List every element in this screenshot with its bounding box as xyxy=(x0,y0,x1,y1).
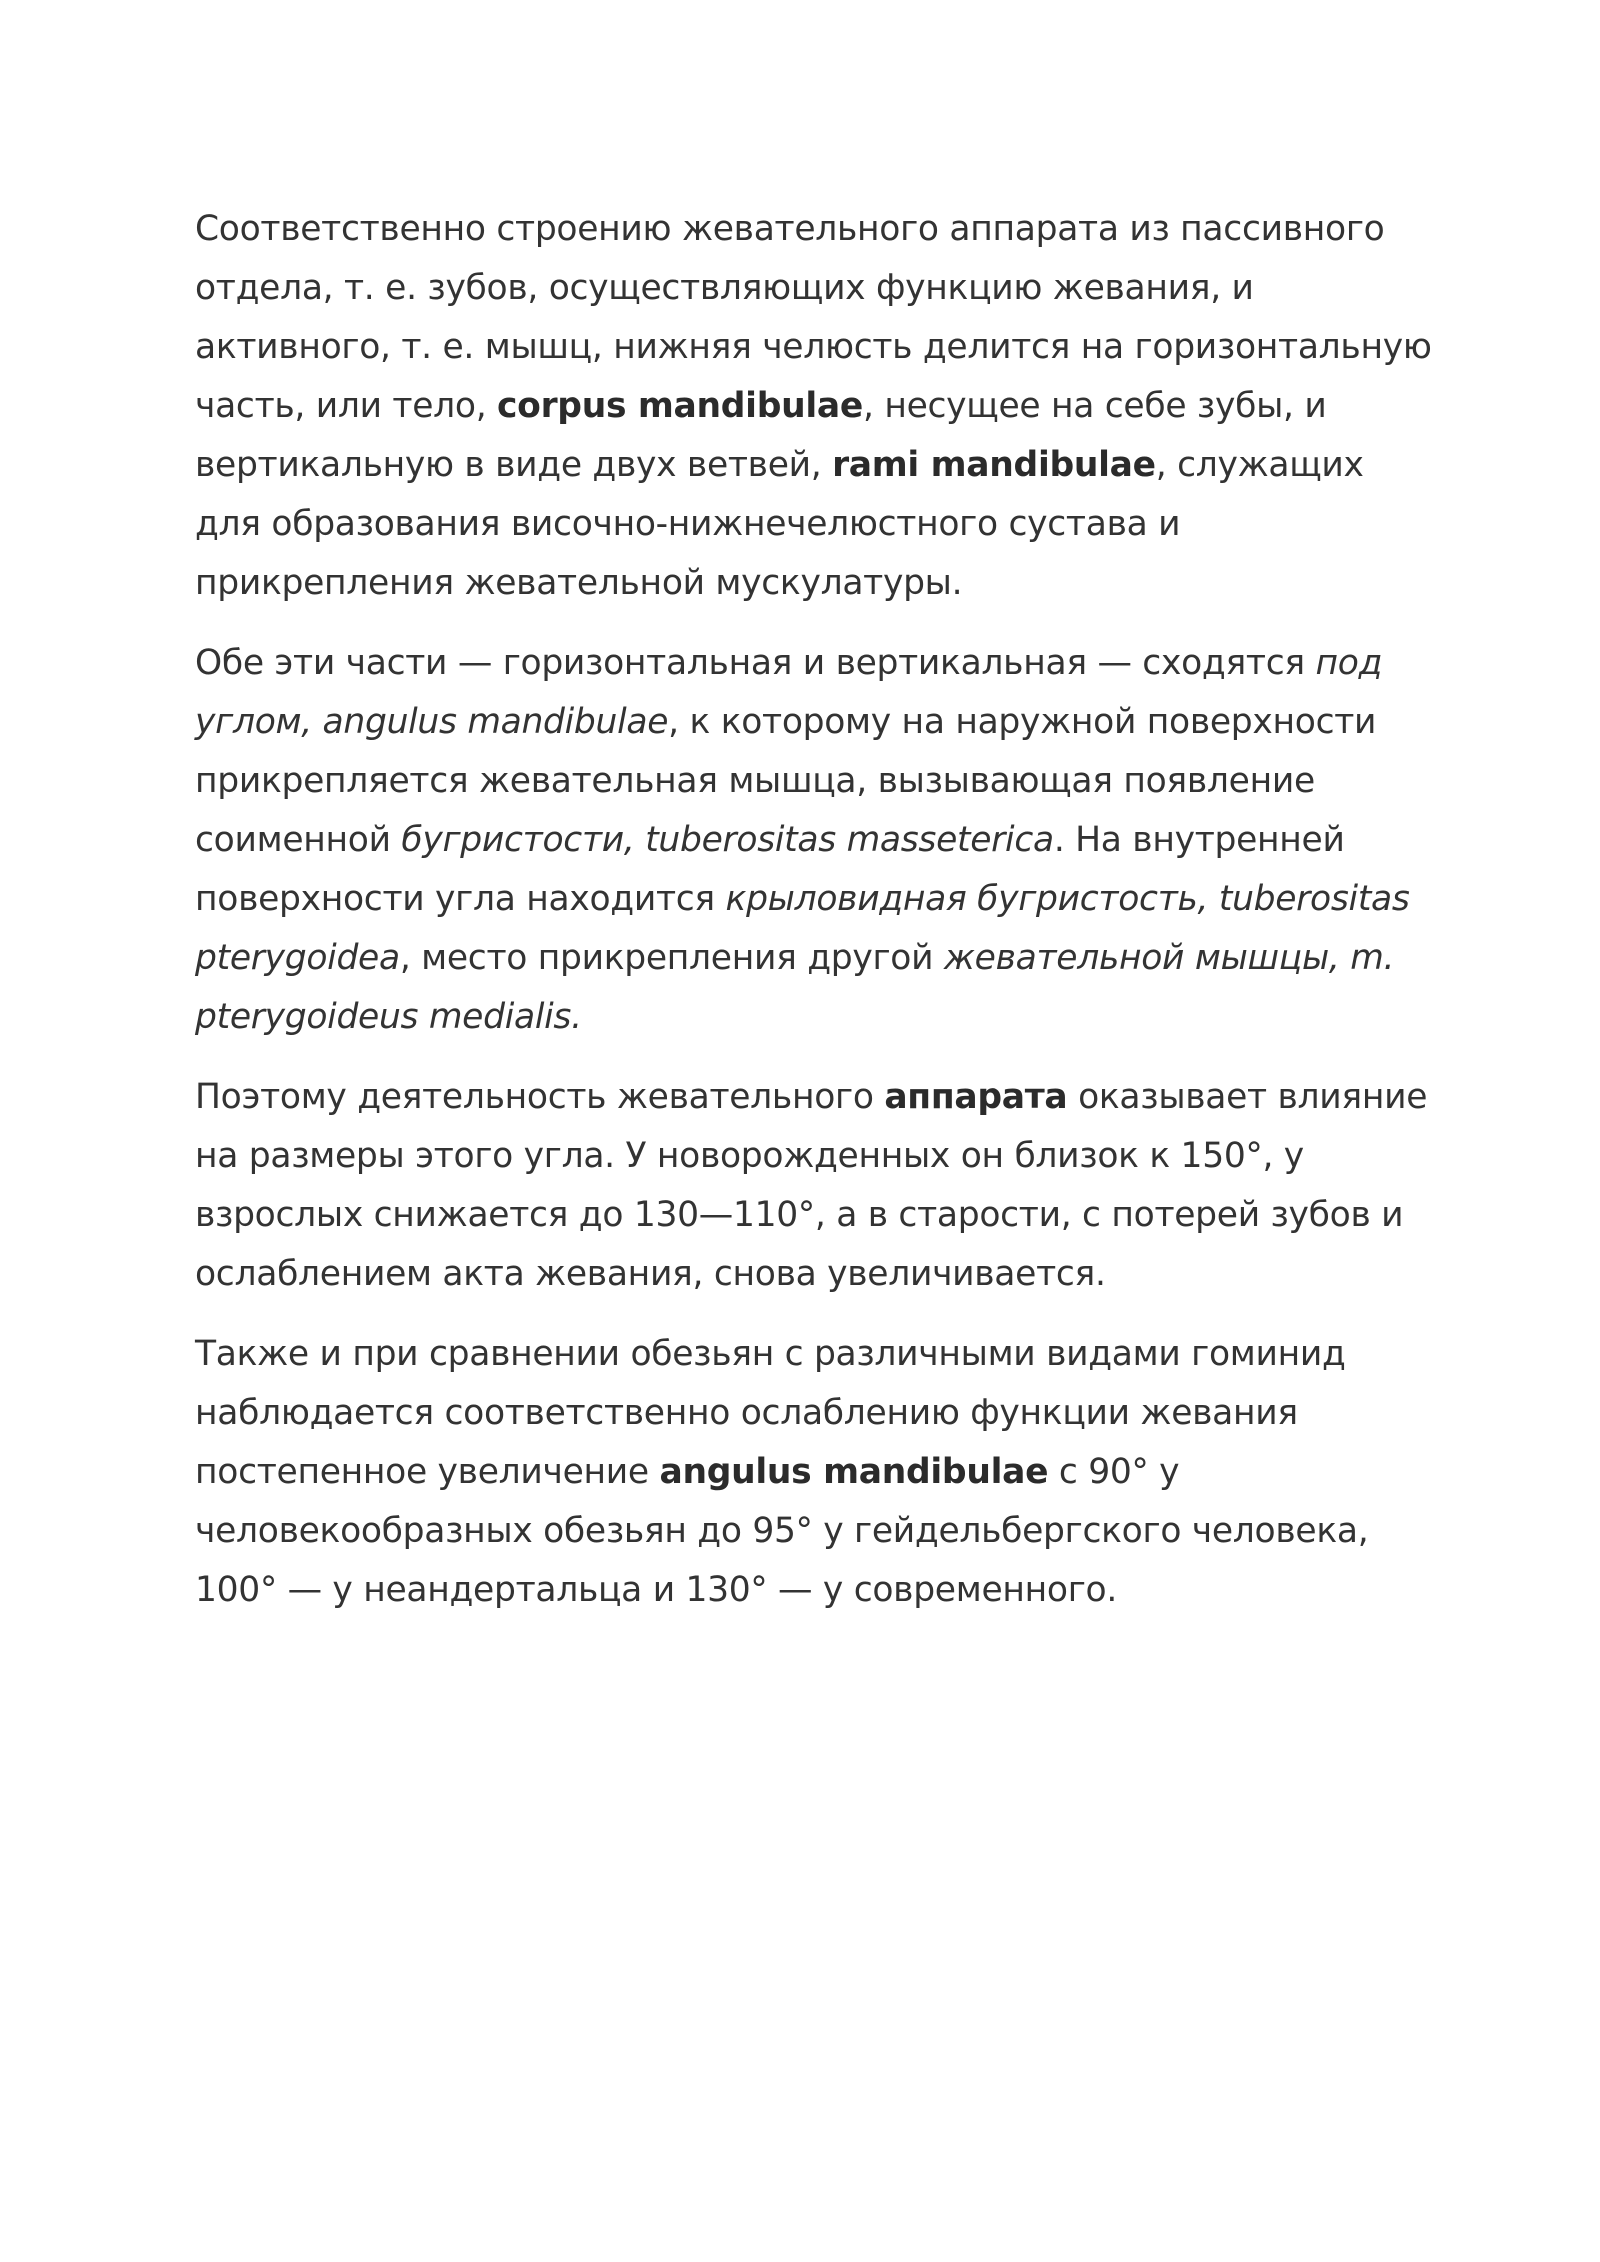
term-angulus-mandibulae-bold: angulus mandibulae xyxy=(659,1452,1049,1492)
term-rami-mandibulae: rami mandibulae xyxy=(832,445,1156,485)
text-segment: , к которому на наружной поверхности прикрепляется жевательная мышца, вызывающая появление соименной xyxy=(195,702,1377,860)
text-segment: . xyxy=(571,997,582,1037)
text-segment: , служащих для образования височно-нижнечелюстного сустава и прикрепления жевательной мускулатуры. xyxy=(195,445,1364,603)
text-segment: . На внутренней поверхности угла находится xyxy=(195,820,1345,919)
text-segment: Соответственно строению жевательного аппарата из пассивного отдела, т. е. зубов, осуществляющих функцию жевания, и активного, т. е. мышц, нижняя челюсть делится на горизонтальную часть, или тело, xyxy=(195,209,1432,426)
term-m-pterygoideus-medialis: жевательной мышцы, m. pterygoideus medialis xyxy=(195,938,1395,1037)
paragraph-2 xyxy=(195,634,1435,1047)
term-tuberositas-masseterica: бугристости, tuberositas masseterica xyxy=(401,820,1054,860)
text-segment: , место прикрепления другой xyxy=(399,938,944,978)
text-segment: с 90° у человекообразных обезьян до 95° у гейдельбергского человека, 100° — у неандертальца и 130° — у современного. xyxy=(195,1452,1369,1610)
document-body xyxy=(195,200,1435,1641)
text-segment: Обе эти части — горизонтальная и вертикальная — сходятся xyxy=(195,643,1316,683)
paragraph-1 xyxy=(195,200,1435,613)
text-segment: оказывает влияние на размеры этого угла. У новорожденных он близок к 150°, у взрослых снижается до 130—110°, а в старости, с потерей зубов и ослаблением акта жевания, снова увеличивается. xyxy=(195,1077,1428,1294)
text-segment: Поэтому деятельность жевательного xyxy=(195,1077,885,1117)
term-corpus-mandibulae: corpus mandibulae xyxy=(497,386,863,426)
paragraph-4 xyxy=(195,1325,1435,1620)
text-segment: Также и при сравнении обезьян с различными видами гоминид наблюдается соответственно ослаблению функции жевания постепенное увеличение xyxy=(195,1334,1346,1492)
text-segment: , несущее на себе зубы, и вертикальную в виде двух ветвей, xyxy=(195,386,1327,485)
term-angulus-mandibulae: под углом, angulus mandibulae xyxy=(195,643,1383,742)
term-tuberositas-pterygoidea: крыловидная бугристость, tuberositas pterygoidea xyxy=(195,879,1410,978)
paragraph-3 xyxy=(195,1068,1435,1304)
term-apparatus: аппарата xyxy=(884,1077,1068,1117)
